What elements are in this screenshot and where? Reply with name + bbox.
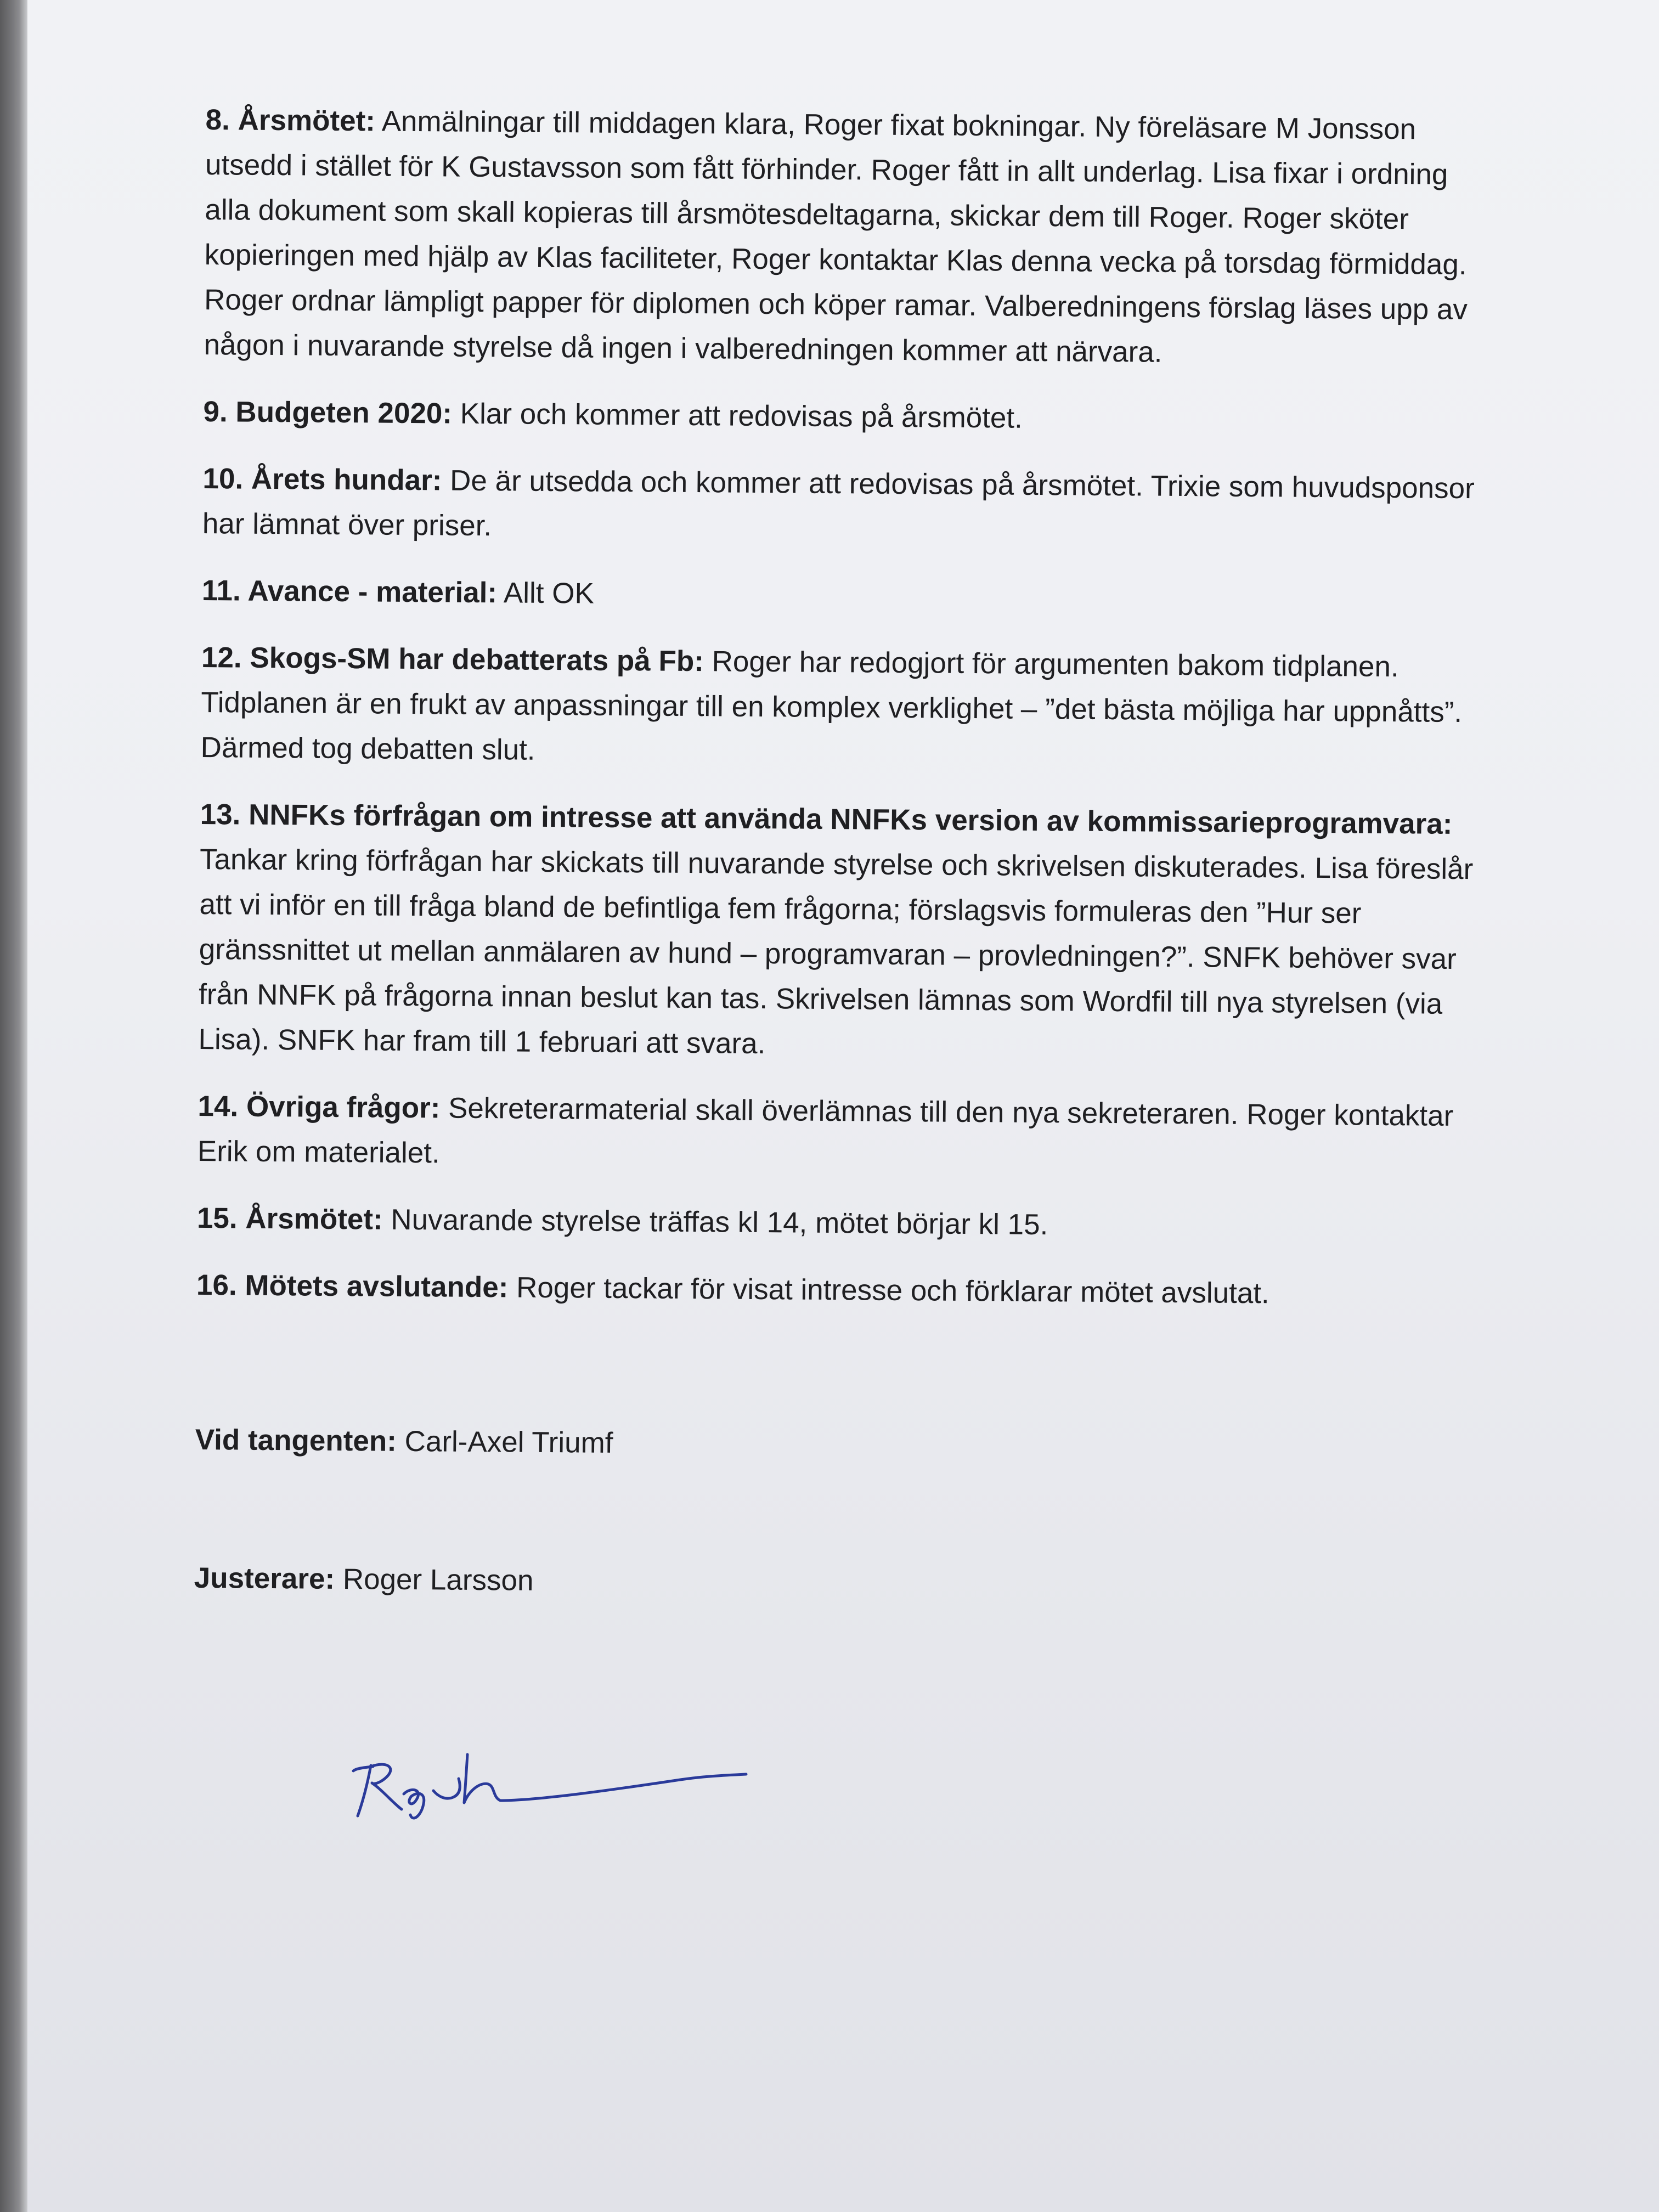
agenda-item-text: Tankar kring förfrågan har skickats till nuvarande styrelse och skrivelsen diskuterades. Lisa föreslår att vi inför en till fråga bland de befintliga fem frågorna; förslagsvis formuleras den ”Hur ser gränssnittet ut mellan anmälaren av hund – programvaran – provledningen?”. SNFK behöver svar från NNFK på frågorna innan beslut kan tas. Skrivelsen lämnas som Wordfil till nya styrelsen (via Lisa). SNFK har fram till 1 februari att svara.: [198, 843, 1474, 1060]
agenda-item-text: De är utsedda och kommer att redovisas på årsmötet. Trixie som huvudsponsor har lämnat över priser.: [202, 464, 1475, 543]
agenda-item-11: [202, 568, 1497, 624]
agenda-item-heading: 12. Skogs-SM har debatterats på Fb:: [201, 641, 704, 678]
secretary-name: Carl-Axel Triumf: [404, 1425, 613, 1459]
agenda-item-14: [198, 1084, 1493, 1184]
agenda-item-text: Anmälningar till middagen klara, Roger fixat bokningar. Ny föreläsare M Jonsson utsedd i stället för K Gustavsson som fått förhinder. Roger fått in allt underlag. Lisa fixar i ordning alla dokument som skall kopieras till årsmötesdeltagarna, skickar dem till Roger. Roger sköter kopieringen med hjälp av Klas faciliteter, Roger kontaktar Klas denna vecka på torsdag förmiddag. Roger ordnar lämpligt papper för diplomen och köper ramar. Valberedningens förslag läses upp av någon i nuvarande styrelse då ingen i valberedningen kommer att närvara.: [204, 105, 1468, 369]
agenda-item-text: Roger har redogjort för argumenten bakom tidplanen. Tidplanen är en frukt av anpassningar till en komplex verklighet – ”det bästa möjliga har uppnåtts”. Därmed tog debatten slut.: [200, 645, 1463, 766]
binder-edge: [0, 0, 27, 2212]
agenda-item-heading: 13. NNFKs förfrågan om intresse att använda NNFKs version av kommissarieprogramvara:: [200, 798, 1453, 840]
agenda-item-text: Nuvarande styrelse träffas kl 14, mötet börjar kl 15.: [391, 1203, 1048, 1242]
agenda-item-16: [196, 1263, 1492, 1318]
agenda-item-text: Allt OK: [503, 577, 595, 610]
agenda-item-13: [198, 792, 1495, 1073]
agenda-item-12: [200, 635, 1496, 781]
agenda-item-heading: 15. Årsmötet:: [196, 1201, 383, 1236]
handwritten-signature: [351, 1750, 790, 1827]
agenda-item-heading: 8. Årsmötet:: [205, 103, 376, 138]
agenda-item-heading: 9. Budgeten 2020:: [203, 395, 453, 430]
agenda-item-10: [202, 456, 1498, 557]
agenda-item-15: [197, 1196, 1492, 1251]
secretary-label: Vid tangenten:: [195, 1423, 397, 1458]
secretary-line: [195, 1418, 1490, 1473]
agenda-item-text: Klar och kommer att redovisas på årsmötet.: [460, 397, 1023, 435]
agenda-item-heading: 11. Avance - material:: [201, 574, 498, 610]
agenda-item-9: [203, 390, 1498, 445]
agenda-item-8: [204, 98, 1500, 378]
agenda-item-heading: 16. Mötets avslutande:: [196, 1268, 509, 1304]
agenda-item-text: Roger tackar för visat intresse och förklarar mötet avslutat.: [516, 1271, 1269, 1310]
agenda-item-text: Sekreterarmaterial skall överlämnas till den nya sekreteraren. Roger kontaktar Erik om materialet.: [197, 1092, 1454, 1170]
agenda-item-heading: 14. Övriga frågor:: [198, 1090, 441, 1125]
adjuster-name: Roger Larsson: [342, 1563, 534, 1597]
agenda-item-heading: 10. Årets hundar:: [202, 462, 442, 497]
signature-strokes: [353, 1754, 746, 1818]
adjuster-label: Justerare:: [194, 1561, 335, 1595]
minutes-content: [194, 98, 1500, 1611]
